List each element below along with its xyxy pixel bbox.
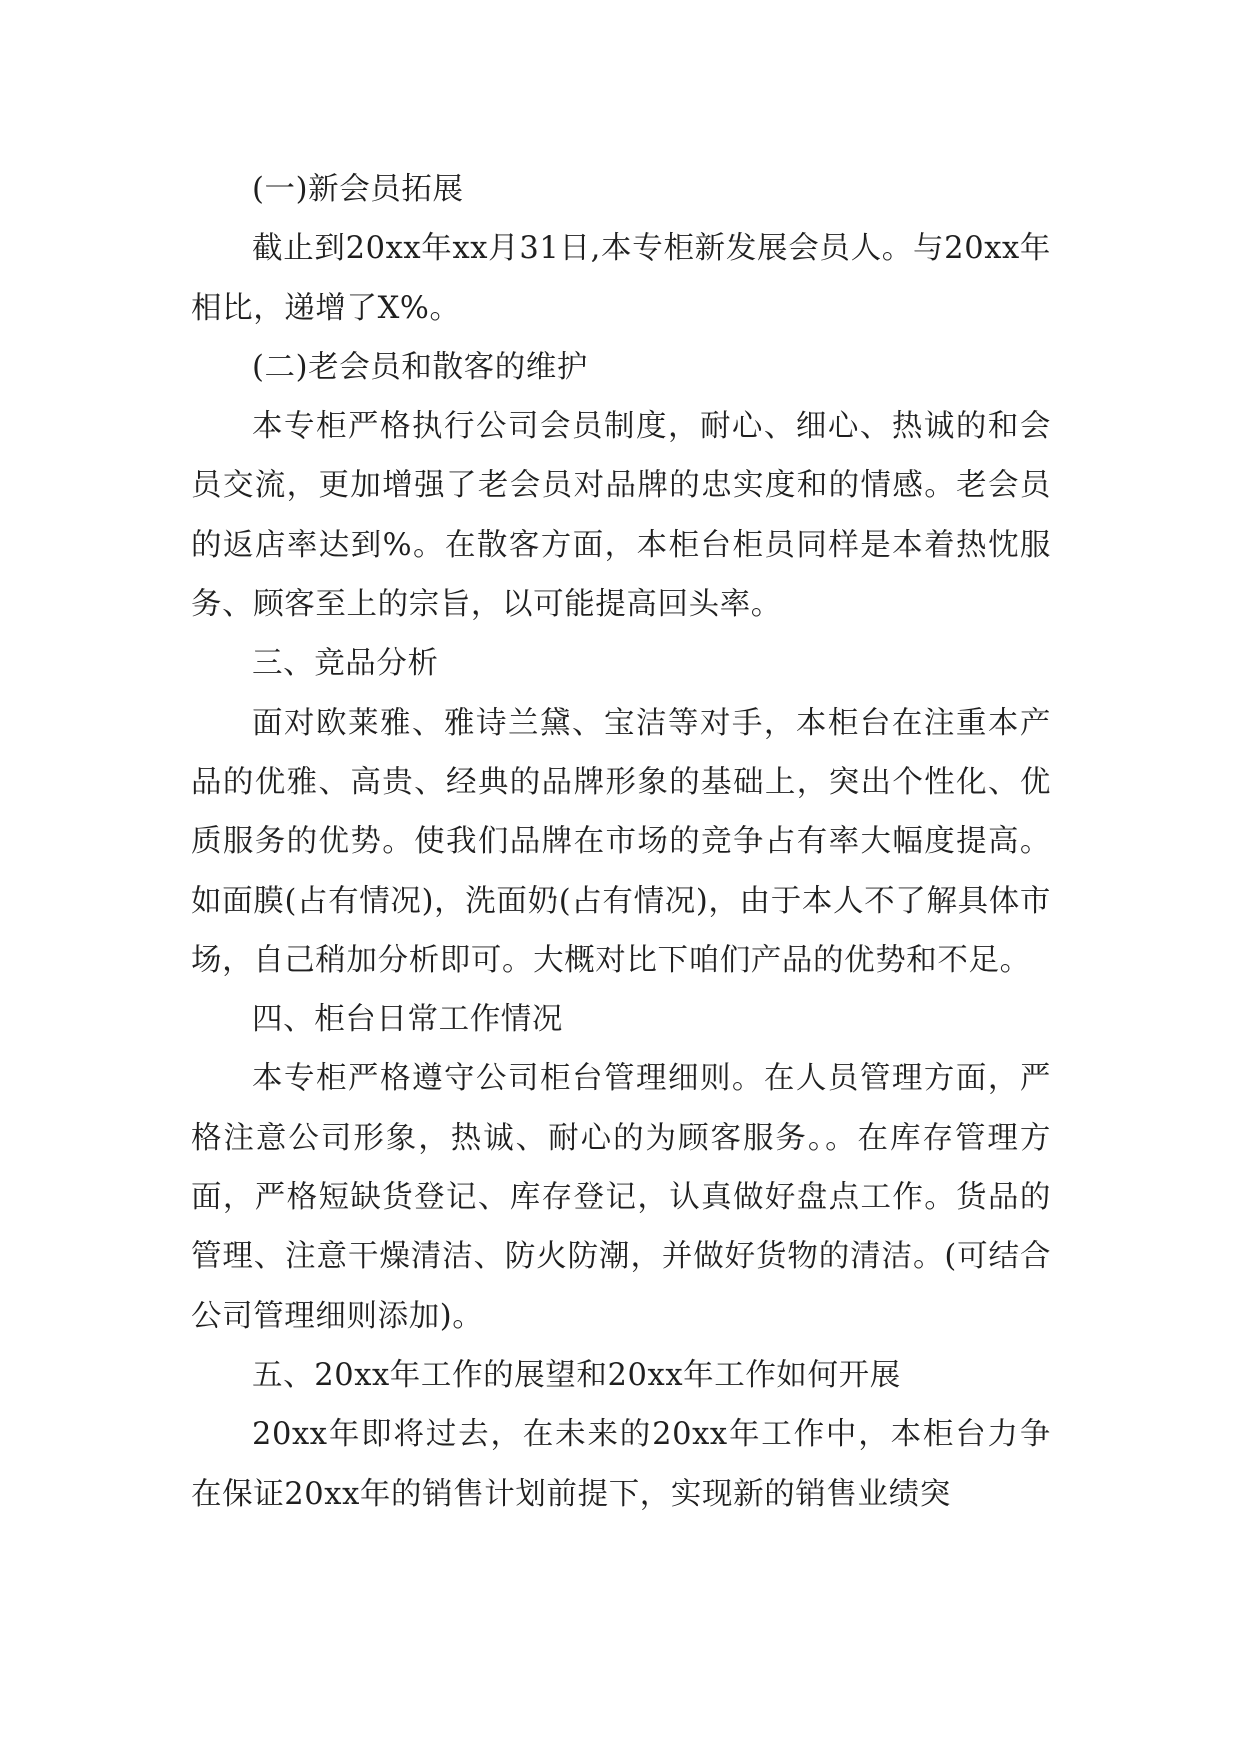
paragraph-daily-work: 本专柜严格遵守公司柜台管理细则。在人员管理方面，严格注意公司形象，热诚、耐心的为顾客服务。。在库存管理方面，严格短缺货登记、库存登记，认真做好盘点工作。货品的管理、注意干燥清洁、防火防潮，并做好货物的清洁。(可结合公司管理细则添加)。 [191, 1061, 1051, 1334]
section-heading-new-members: (一)新会员拓展 [252, 172, 464, 207]
section-heading-daily-work: 四、柜台日常工作情况 [252, 1002, 563, 1038]
section-heading-outlook: 五、20xx年工作的展望和20xx年工作如何开展 [252, 1357, 901, 1393]
paragraph-new-members: 截止到20xx年xx月31日,本专柜新发展会员人。与20xx年相比，递增了X%。 [191, 231, 1051, 326]
paragraph-outlook: 20xx年即将过去，在未来的20xx年工作中，本柜台力争在保证20xx年的销售计划前提下，实现新的销售业绩突 [191, 1417, 1051, 1512]
document-body [191, 160, 1051, 1524]
section-heading-competitor-analysis: 三、竞品分析 [252, 646, 439, 682]
paragraph-competitor-analysis: 面对欧莱雅、雅诗兰黛、宝洁等对手，本柜台在注重本产品的优雅、高贵、经典的品牌形象的基础上，突出个性化、优质服务的优势。使我们品牌在市场的竞争占有率大幅度提高。如面膜(占有情况)，洗面奶(占有情况)，由于本人不了解具体市场，自己稍加分析即可。大概对比下咱们产品的优势和不足。 [191, 705, 1051, 978]
section-heading-member-maintenance: (二)老会员和散客的维护 [252, 349, 588, 385]
paragraph-member-maintenance: 本专柜严格执行公司会员制度，耐心、细心、热诚的和会员交流，更加增强了老会员对品牌的忠实度和的情感。老会员的返店率达到%。在散客方面，本柜台柜员同样是本着热忱服务、顾客至上的宗旨，以可能提高回头率。 [191, 409, 1051, 623]
